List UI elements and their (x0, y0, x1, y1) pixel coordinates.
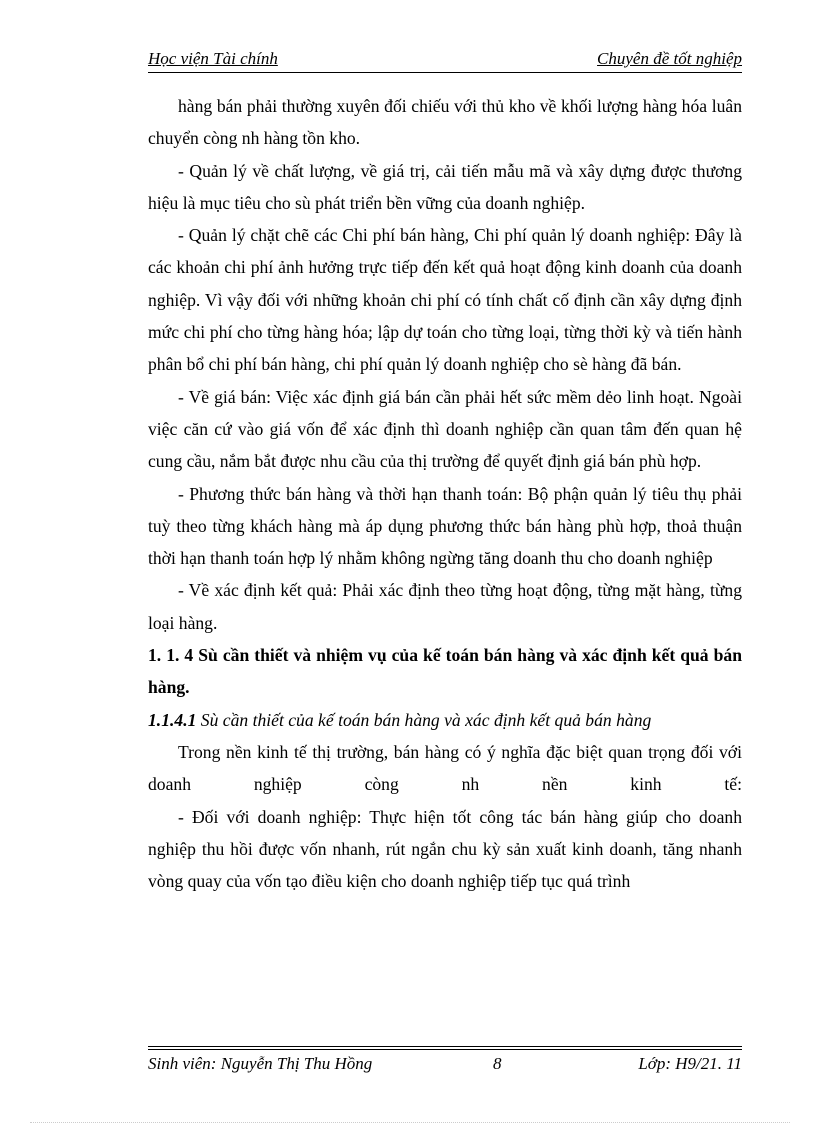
section-heading: 1. 1. 4 Sù cần thiết và nhiệm vụ của kế toán bán hàng và xác định kết quả bán hàng. (148, 645, 742, 698)
footer-class: Lớp: H9/21. 11 (638, 1054, 742, 1073)
subsection-heading (148, 704, 742, 736)
paragraph: - Quản lý về chất lượng, về giá trị, cải tiến mẫu mã và xây dựng được thương hiệu là mục tiêu cho sù phát triển bền vững của doanh nghiệp. (148, 160, 742, 213)
footer-rule-bottom (148, 1049, 742, 1050)
paragraph: - Đối với doanh nghiệp: Thực hiện tốt công tác bán hàng giúp cho doanh nghiệp thu hồi được vốn nhanh, rút ngắn chu kỳ sản xuất kinh doanh, tăng nhanh vòng quay của vốn tạo điều kiện cho doanh nghiệp tiếp tục quá trình (148, 806, 742, 892)
header-doc-type: Chuyên đề tốt nghiệp (597, 49, 742, 68)
paragraph: - Về xác định kết quả: Phải xác định theo từng hoạt động, từng mặt hàng, từng loại hàng. (148, 580, 742, 633)
document-body (148, 90, 742, 897)
paragraph: Trong nền kinh tế thị trường, bán hàng có ý nghĩa đặc biệt quan trọng đối với doanh nghiệp còng nh nền kinh tế: (148, 741, 742, 795)
subsection-number: 1.1.4.1 (148, 709, 197, 730)
paragraph: hàng bán phải thường xuyên đối chiếu với thủ kho về khối lượng hàng hóa luân chuyển còng nh hàng tồn kho. (148, 96, 742, 149)
page-number: 8 (493, 1054, 502, 1073)
paragraph: - Phương thức bán hàng và thời hạn thanh toán: Bộ phận quản lý tiêu thụ phải tuỳ theo từng khách hàng mà áp dụng phương thức bán hàng phù hợp, thoả thuận thời hạn thanh toán hợp lý nhằm không ngừng tăng doanh thu cho doanh nghiệp (148, 483, 742, 569)
footer-rule-top (148, 1046, 742, 1047)
paragraph: - Về giá bán: Việc xác định giá bán cần phải hết sức mềm dẻo linh hoạt. Ngoài việc căn cứ vào giá vốn để xác định thì doanh nghiệp cần quan tâm đến quan hệ cung cầu, nắm bắt được nhu cầu của thị trường để quyết định giá bán phù hợp. (148, 386, 742, 472)
footer-student: Sinh viên: Nguyễn Thị Thu Hồng (148, 1054, 373, 1073)
page-header (148, 48, 742, 73)
header-institution: Học viện Tài chính (148, 49, 278, 68)
subsection-title: Sù cần thiết của kế toán bán hàng và xác định kết quả bán hàng (196, 709, 652, 730)
paragraph: - Quản lý chặt chẽ các Chi phí bán hàng, Chi phí quản lý doanh nghiệp: Đây là các khoản chi phí ảnh hưởng trực tiếp đến kết quả hoạt động kinh doanh của doanh nghiệp. Vì vậy đối với những khoản chi phí có tính chất cố định cần xây dựng định mức chi phí cho từng hàng hóa; lập dự toán cho từng loại, từng thời kỳ và tiến hành phân bổ chi phí bán hàng, chi phí quản lý doanh nghiệp cho sè hàng đã bán. (148, 225, 742, 375)
